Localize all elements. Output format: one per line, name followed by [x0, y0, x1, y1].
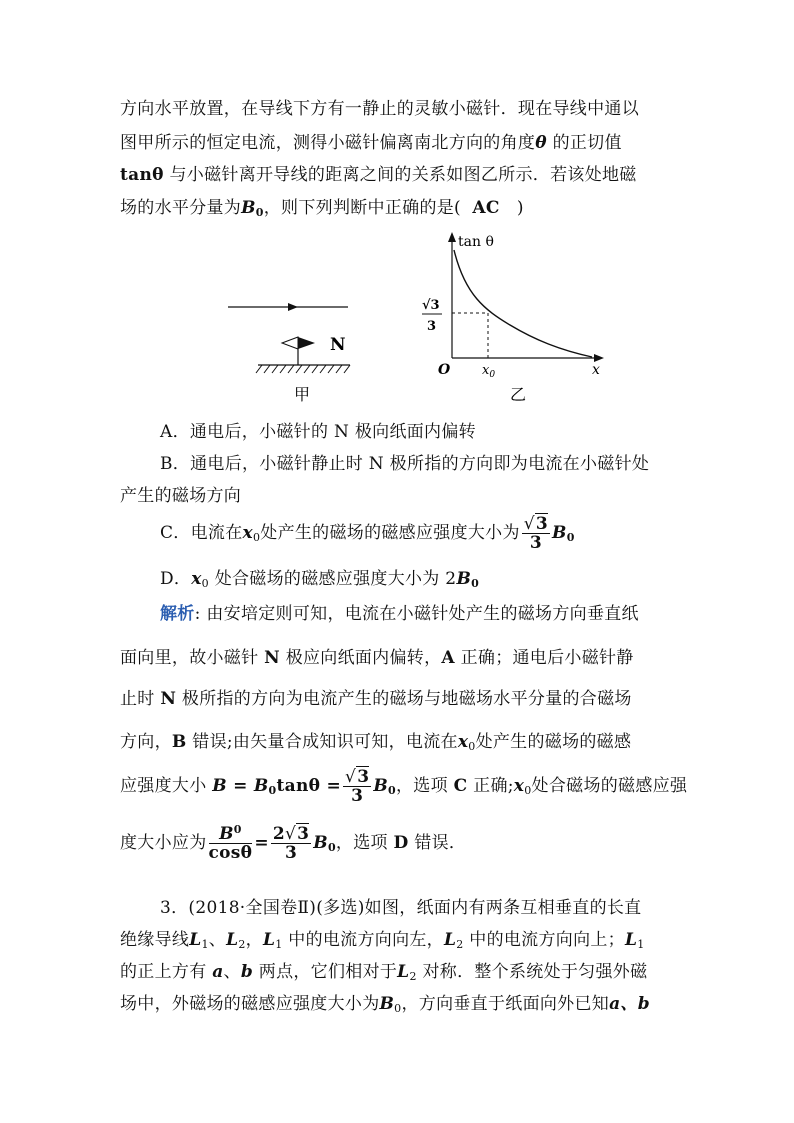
intro-line-2: 图甲所示的恒定电流，测得小磁针偏离南北方向的角度θ 的正切值 — [120, 133, 622, 153]
analysis-label: 解析 — [160, 604, 195, 624]
figure-yi — [410, 230, 610, 405]
yi-label: 乙 — [510, 385, 527, 404]
tan-curve — [454, 250, 592, 357]
x0-label: $x_0$ — [482, 363, 496, 380]
q3-line-1: 3．(2018·全国卷Ⅱ)(多选)如图，纸面内有两条互相垂直的长直 — [160, 898, 642, 918]
option-c: C．电流在$x_0$处产生的磁场的磁感应强度大小为 $\frac{√3}{3}$ $B_0$ — [160, 514, 575, 553]
analysis-line-1: 解析: 由安培定则可知，电流在小磁针处产生的磁场方向垂直纸 — [160, 604, 639, 624]
den3-label: 3 — [427, 319, 437, 334]
option-b-1: B．通电后，小磁针静止时 N 极所指的方向即为电流在小磁针处 — [160, 454, 650, 474]
jia-label: 甲 — [294, 385, 311, 404]
x-arrow-icon — [594, 354, 604, 362]
option-a: A．通电后，小磁针的 N 极向纸面内偏转 — [160, 422, 476, 442]
answer: AC — [472, 198, 500, 218]
q3-line-2: 绝缘导线$L_1$、$L_2$，$L_1$ 中的电流方向向左，$L_2$ 中的电流方向向上；$L_1$ — [120, 930, 645, 951]
needle-icon — [282, 337, 298, 349]
figure-jia — [220, 280, 370, 405]
y-arrow-icon — [448, 232, 456, 242]
analysis-line-3: 止时 N 极所指的方向为电流产生的磁场与地磁场水平分量的合磁场 — [120, 689, 632, 709]
x-axis-label: x — [592, 362, 600, 378]
sqrt3-label: √3 — [422, 298, 440, 313]
intro-line-4: 场的水平分量为$B_0$，则下列判断中正确的是( AC ) — [120, 198, 524, 219]
origin-label: O — [438, 362, 451, 378]
y-axis-label: tan θ — [458, 234, 494, 250]
intro-line-1: 方向水平放置，在导线下方有一静止的灵敏小磁针．现在导线中通以 — [120, 99, 639, 119]
option-b-2: 产生的磁场方向 — [120, 486, 242, 506]
ground-hatch — [256, 365, 350, 373]
analysis-line-5: 应强度大小 $B = B_0\tan\theta$ = $\frac{√3}{3}$ $B_0$，选项 C 正确$;x_0$处合磁场的磁感应强 — [120, 767, 688, 806]
n-label: N — [330, 335, 346, 355]
analysis-line-4: 方向，B 错误;由矢量合成知识可知，电流在$x_0$处产生的磁场的磁感 — [120, 732, 632, 753]
analysis-line-2: 面向里，故小磁针 N 极应向纸面内偏转，A 正确；通电后小磁针静 — [120, 648, 634, 668]
intro-line-3: tanθ 与小磁针离开导线的距离之间的关系如图乙所示．若该处地磁 — [120, 165, 637, 185]
analysis-line-6: 度大小应为 $\frac{B^0}{\cos\theta}$ = $\frac{2√3}{3}$ $B_0$，选项 D 错误． — [120, 823, 467, 863]
arrow-icon — [288, 303, 298, 311]
q3-line-4: 场中，外磁场的磁感应强度大小为$B_0$，方向垂直于纸面向外已知a、b — [120, 994, 650, 1015]
option-d: D．$x_0$ 处合磁场的磁感应强度大小为 $2B_0$ — [160, 569, 480, 590]
q3-line-3: 的正上方有 a、b 两点，它们相对于$L_2$ 对称．整个系统处于匀强外磁 — [120, 962, 648, 983]
